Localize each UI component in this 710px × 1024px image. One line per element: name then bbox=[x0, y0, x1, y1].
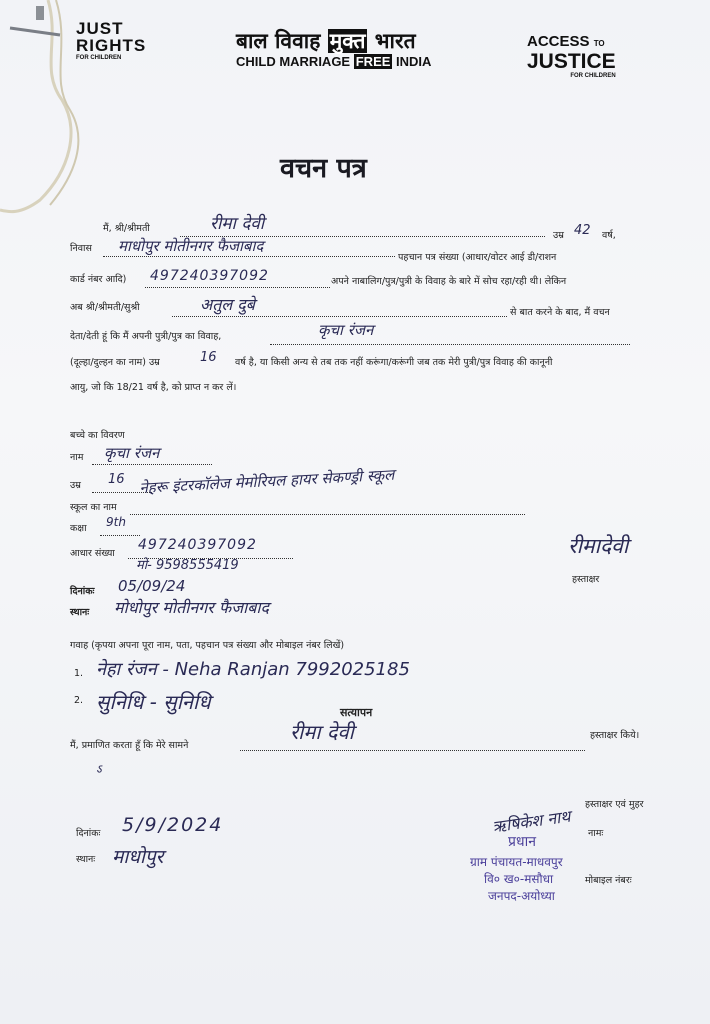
date-value-bottom: 5/9/2024 bbox=[122, 814, 224, 836]
child-age-label: उम्र bbox=[70, 480, 81, 491]
verification-text: मैं, प्रमाणित करता हूँ कि मेरे सामने bbox=[70, 740, 189, 751]
card-number-label: कार्ड नंबर आदि) bbox=[70, 274, 127, 285]
other-person-name: अतुल दुबे bbox=[200, 295, 255, 314]
child-marriage-free-india-logo: बाल विवाह मुक्त भारत CHILD MARRIAGE FREE INDIA bbox=[236, 29, 432, 69]
signature: रीमादेवी bbox=[568, 534, 629, 558]
verified-name: रीमा देवी bbox=[290, 720, 354, 744]
date-label: दिनांकः bbox=[70, 586, 95, 597]
id-proof-label: पहचान पत्र संख्या (आधार/वोटर आई डी/राशन bbox=[398, 252, 557, 263]
witness-1: नेहा रंजन - Neha Ranjan 7992025185 bbox=[96, 659, 410, 680]
legal-age-text: आयु, जो कि 18/21 वर्ष है, को प्राप्त न कर लें। bbox=[70, 382, 237, 393]
school-label: स्कूल का नाम bbox=[70, 502, 117, 513]
dotted-line bbox=[103, 256, 395, 257]
child-name: कृचा रंजन bbox=[104, 444, 160, 462]
name-label-bottom: नामः bbox=[588, 828, 604, 839]
groom-bride-label: (दूल्हा/दुल्हन का नाम) उम्र bbox=[70, 357, 160, 368]
official-stamp-line2: वि० ख०-मसौधा bbox=[484, 872, 554, 886]
child-details-heading: बच्चे का विवरण bbox=[70, 430, 125, 441]
ink-mark: ऽ bbox=[96, 762, 102, 776]
official-stamp-line1: ग्राम पंचायत-माधवपुर bbox=[470, 855, 563, 869]
page-title: वचन पत्र bbox=[280, 153, 367, 184]
witness-heading: गवाह (कृपया अपना पूरा नाम, पता, पहचान पत्र संख्या और मोबाइल नंबर लिखें) bbox=[70, 640, 345, 651]
date-value: 05/09/24 bbox=[118, 577, 186, 595]
age-label: उम्र bbox=[553, 230, 564, 241]
other-person-label: अब श्री/श्रीमती/सुश्री bbox=[70, 302, 140, 313]
guardian-name: रीमा देवी bbox=[210, 214, 265, 234]
thinking-text: अपने नाबालिग/पुत्र/पुत्री के विवाह के बारे में सोच रहा/रही थी। लेकिन bbox=[331, 276, 567, 287]
child-name-label: नाम bbox=[70, 452, 84, 463]
child-name-para: कृचा रंजन bbox=[318, 321, 374, 339]
aadhar-value: 497240397092 bbox=[138, 537, 257, 553]
legal-text: वर्ष है, या किसी अन्य से तब तक नहीं करूंगा/करूंगी जब तक मेरी पुत्री/पुत्र विवाह की कानूनी bbox=[235, 357, 553, 368]
signed-label: हस्ताक्षर किये। bbox=[590, 730, 640, 741]
witness-2: सुनिधि - सुनिधि bbox=[96, 690, 211, 714]
mobile-label: मोबाइल नंबरः bbox=[585, 875, 632, 886]
place-label-bottom: स्थानः bbox=[76, 854, 96, 865]
id-number-value: 497240397092 bbox=[150, 268, 269, 284]
child-age-para: 16 bbox=[200, 350, 217, 365]
guardian-age: 42 bbox=[574, 223, 591, 238]
witness-number-2: 2. bbox=[74, 695, 84, 706]
year-label: वर्ष, bbox=[602, 230, 616, 241]
class-value: 9th bbox=[106, 515, 126, 529]
official-stamp-line3: जनपद-अयोध्या bbox=[488, 889, 555, 903]
signature-label: हस्ताक्षर bbox=[572, 574, 600, 585]
verification-heading: सत्यापन bbox=[340, 706, 373, 719]
dotted-line bbox=[100, 535, 140, 536]
place-label: स्थानः bbox=[70, 607, 90, 618]
dotted-line bbox=[145, 287, 330, 288]
child-age: 16 bbox=[108, 472, 125, 487]
residence-label: निवास bbox=[70, 243, 92, 254]
address-value: माधोपुर मोतीनगर फैजाबाद bbox=[118, 237, 264, 255]
dotted-line bbox=[270, 344, 630, 345]
official-title: प्रधान bbox=[508, 834, 536, 850]
place-value: मोधोपुर मोतीनगर फैजाबाद bbox=[114, 598, 270, 617]
date-label-bottom: दिनांकः bbox=[76, 828, 101, 839]
aadhar-label: आधार संख्या bbox=[70, 548, 115, 559]
class-label: कक्षा bbox=[70, 523, 87, 534]
school-name: नेहरू इंटरकॉलेज मेमोरियल हायर सेकण्ड्री स्कूल bbox=[139, 465, 395, 498]
dotted-line bbox=[130, 514, 525, 515]
dotted-line bbox=[240, 750, 585, 751]
just-rights-logo: JUST RIGHTS FOR CHILDREN bbox=[76, 19, 147, 61]
dotted-line bbox=[92, 464, 212, 465]
witness-number-1: 1. bbox=[74, 668, 84, 679]
sign-seal-label: हस्ताक्षर एवं मुहर bbox=[585, 799, 644, 810]
dotted-line bbox=[172, 316, 507, 317]
place-value-bottom: माधोपुर bbox=[112, 846, 164, 868]
official-name: ऋषिकेश नाथ bbox=[491, 806, 572, 837]
mobile-value: मो- 9598555419 bbox=[136, 558, 239, 573]
access-to-justice-logo: ACCESS TO JUSTICE FOR CHILDREN bbox=[527, 33, 616, 79]
para-line1-label: मैं, श्री/श्रीमती bbox=[103, 223, 150, 234]
marriage-text: देता/देती हूं कि मैं अपनी पुत्री/पुत्र का विवाह, bbox=[70, 331, 222, 342]
promise-text: से बात करने के बाद, मैं वचन bbox=[510, 307, 610, 318]
